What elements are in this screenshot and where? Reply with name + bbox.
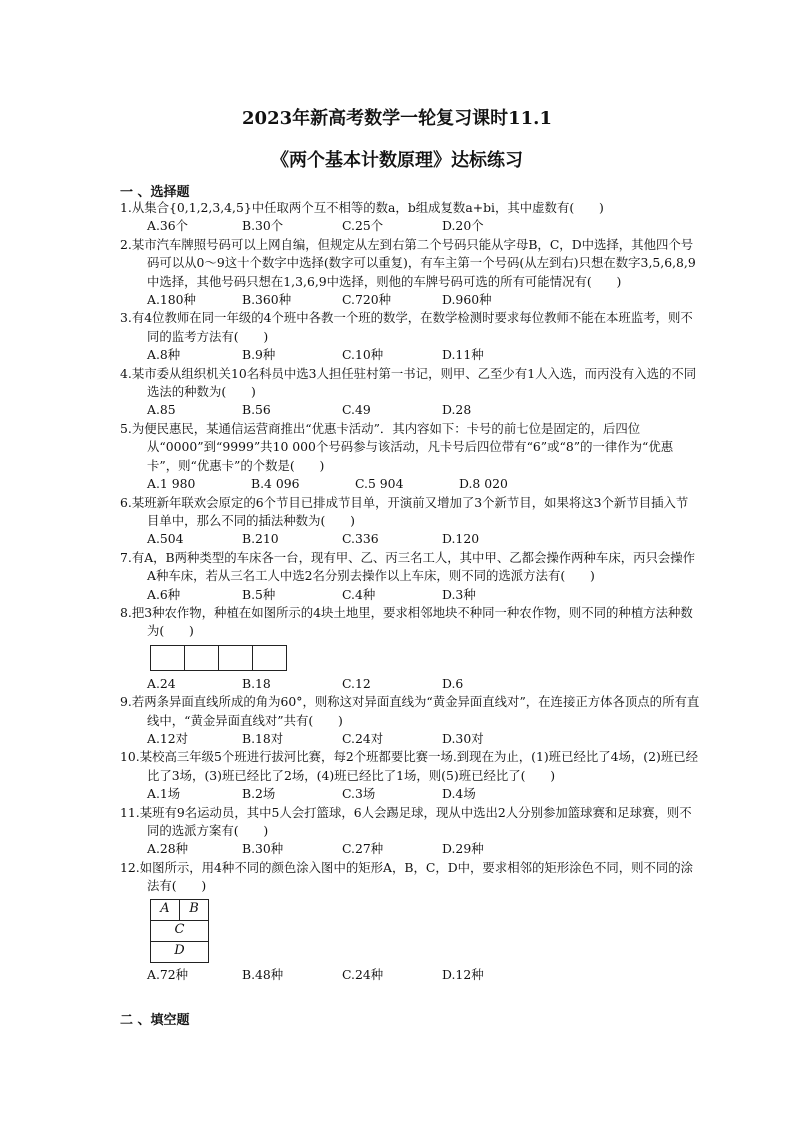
rect-a: A <box>151 899 180 920</box>
option-a: A.8种 <box>147 347 181 363</box>
question-stem: 9.若两条异面直线所成的角为60°，则称这对异面直线为“黄金异面直线对”，在连接正方体各顶点的所有直线中，“黄金异面直线对”共有( ) <box>120 694 700 728</box>
section-heading-choice: 一 、选择题 <box>120 185 190 200</box>
option-c: C.4种 <box>342 586 376 602</box>
options-row <box>120 785 700 803</box>
land-plot-cell <box>184 645 219 671</box>
option-b: B.210 <box>242 531 279 547</box>
option-d: D.11种 <box>442 347 484 363</box>
question-5 <box>120 420 700 494</box>
option-d: D.28 <box>442 402 472 418</box>
option-a: A.36个 <box>147 218 189 234</box>
option-b: B.2场 <box>242 786 276 802</box>
question-stem: 8.把3种农作物，种植在如图所示的4块土地里，要求相邻地块不种同一种农作物，则不同的种植方法种数为( ) <box>120 604 693 639</box>
land-plot-cell <box>218 645 253 671</box>
options-row <box>120 401 700 419</box>
land-plot-cell <box>252 645 287 671</box>
option-b: B.48种 <box>242 966 284 982</box>
option-c: C.27种 <box>342 841 384 857</box>
option-c: C.25个 <box>342 218 384 234</box>
options-row <box>120 840 700 858</box>
rect-d: D <box>151 941 209 962</box>
question-stem: 4.某市委从组织机关10名科员中选3人担任驻村第一书记，则甲、乙至少有1人入选，而丙没有入选的不同选法的种数为( ) <box>120 365 697 400</box>
question-stem: 6.某班新年联欢会原定的6个节目已排成节目单，开演前又增加了3个新节目，如果将这3个新节目插入节目单中，那么不同的插法种数为( ) <box>120 494 689 528</box>
option-b: B.30种 <box>242 841 284 857</box>
option-a: A.504 <box>147 531 184 547</box>
option-c: C.10种 <box>342 347 384 363</box>
option-b: B.360种 <box>242 292 292 308</box>
option-a: A.1场 <box>147 786 181 802</box>
options-row <box>120 675 700 693</box>
title-line-2: 《两个基本计数原理》达标练习 <box>271 150 523 171</box>
options-row <box>120 291 700 309</box>
options-row <box>120 730 700 748</box>
question-11 <box>120 804 700 859</box>
option-a: A.12对 <box>147 730 189 746</box>
option-a: A.24 <box>147 675 176 691</box>
option-b: B.18 <box>242 675 271 691</box>
rect-b: B <box>180 899 209 920</box>
land-plot-figure <box>150 645 700 671</box>
option-c: C.720种 <box>342 292 392 308</box>
question-12 <box>120 859 700 984</box>
section-heading-fill: 二 、填空题 <box>120 1013 190 1028</box>
rect-c: C <box>151 920 209 941</box>
title-line-1: 2023年新高考数学一轮复习课时11.1 <box>242 108 552 129</box>
question-stem: 11.某班有9名运动员，其中5人会打篮球，6人会踢足球，现从中选出2人分别参加篮球赛和足球赛，则不同的选派方案有( ) <box>120 804 692 838</box>
question-9 <box>120 693 700 748</box>
question-3 <box>120 309 700 364</box>
option-d: D.12种 <box>442 966 484 982</box>
option-d: D.960种 <box>442 292 492 308</box>
option-c: C.336 <box>342 531 379 547</box>
option-d: D.8 020 <box>459 476 508 492</box>
question-6 <box>120 494 700 549</box>
option-d: D.20个 <box>442 218 484 234</box>
options-row <box>120 346 700 364</box>
option-c: C.5 904 <box>355 476 404 492</box>
option-d: D.29种 <box>442 841 484 857</box>
question-list <box>120 199 700 984</box>
option-b: B.9种 <box>242 347 276 363</box>
option-b: B.5种 <box>242 586 276 602</box>
option-a: A.180种 <box>147 292 196 308</box>
option-c: C.24对 <box>342 730 384 746</box>
options-row <box>120 217 700 235</box>
question-10 <box>120 748 700 803</box>
question-stem: 3.有4位教师在同一年级的4个班中各教一个班的数学，在数学检测时要求每位教师不能在本班监考，则不同的监考方法有( ) <box>120 310 693 344</box>
option-d: D.120 <box>442 531 480 547</box>
option-c: C.24种 <box>342 966 384 982</box>
option-b: B.18对 <box>242 730 284 746</box>
option-b: B.56 <box>242 402 271 418</box>
options-row <box>120 475 700 493</box>
option-c: C.12 <box>342 675 371 691</box>
option-b: B.4 096 <box>251 476 300 492</box>
question-2 <box>120 236 700 310</box>
question-4 <box>120 365 700 420</box>
option-b: B.30个 <box>242 218 284 234</box>
question-stem: 5.为便民惠民，某通信运营商推出“优惠卡活动”．其内容如下：卡号的前七位是固定的，后四位从“0000”到“9999”共10 000个号码参与该活动，凡卡号后四位带有“6”或“8”的一律作为“优惠卡”，则“优惠卡”的个数是( ) <box>120 420 674 473</box>
option-d: D.30对 <box>442 730 484 746</box>
question-1 <box>120 199 700 236</box>
option-a: A.85 <box>147 402 176 418</box>
question-stem: 12.如图所示，用4种不同的颜色涂入图中的矩形A，B，C，D中，要求相邻的矩形涂色不同，则不同的涂法有( ) <box>120 859 694 894</box>
question-stem: 1.从集合{0,1,2,3,4,5}中任取两个互不相等的数a，b组成复数a+bi，其中虚数有( ) <box>120 200 604 215</box>
options-row <box>120 530 700 548</box>
option-a: A.28种 <box>147 841 189 857</box>
option-c: C.49 <box>342 402 371 418</box>
option-a: A.1 980 <box>147 476 196 492</box>
land-plot-cell <box>150 645 185 671</box>
options-row <box>120 966 700 984</box>
rectangle-figure <box>150 899 209 963</box>
option-d: D.6 <box>442 675 464 691</box>
question-stem: 2.某市汽车牌照号码可以上网自编，但规定从左到右第二个号码只能从字母B，C，D中选择，其他四个号码可以从0～9这十个数字中选择(数字可以重复)，有车主第一个号码(从左到右)只想在数字3,5,6,8,9中选择，其他号码只想在1,3,6,9中选择，则他的车牌号码可选的所有可能情况有( ) <box>120 236 696 289</box>
option-d: D.4场 <box>442 786 476 802</box>
option-d: D.3种 <box>442 586 476 602</box>
question-stem: 10.某校高三年级5个班进行拔河比赛，每2个班都要比赛一场.到现在为止，(1)班已经比了4场，(2)班已经比了3场，(3)班已经比了2场，(4)班已经比了1场，则(5)班已经比了( ) <box>120 749 699 783</box>
option-c: C.3场 <box>342 786 376 802</box>
question-8 <box>120 604 700 693</box>
options-row <box>120 586 700 604</box>
question-7 <box>120 549 700 604</box>
option-a: A.6种 <box>147 586 181 602</box>
option-a: A.72种 <box>147 966 189 982</box>
question-stem: 7.有A，B两种类型的车床各一台，现有甲、乙、丙三名工人，其中甲、乙都会操作两种车床，丙只会操作A种车床，若从三名工人中选2名分别去操作以上车床，则不同的选派方法有( ) <box>120 549 696 584</box>
